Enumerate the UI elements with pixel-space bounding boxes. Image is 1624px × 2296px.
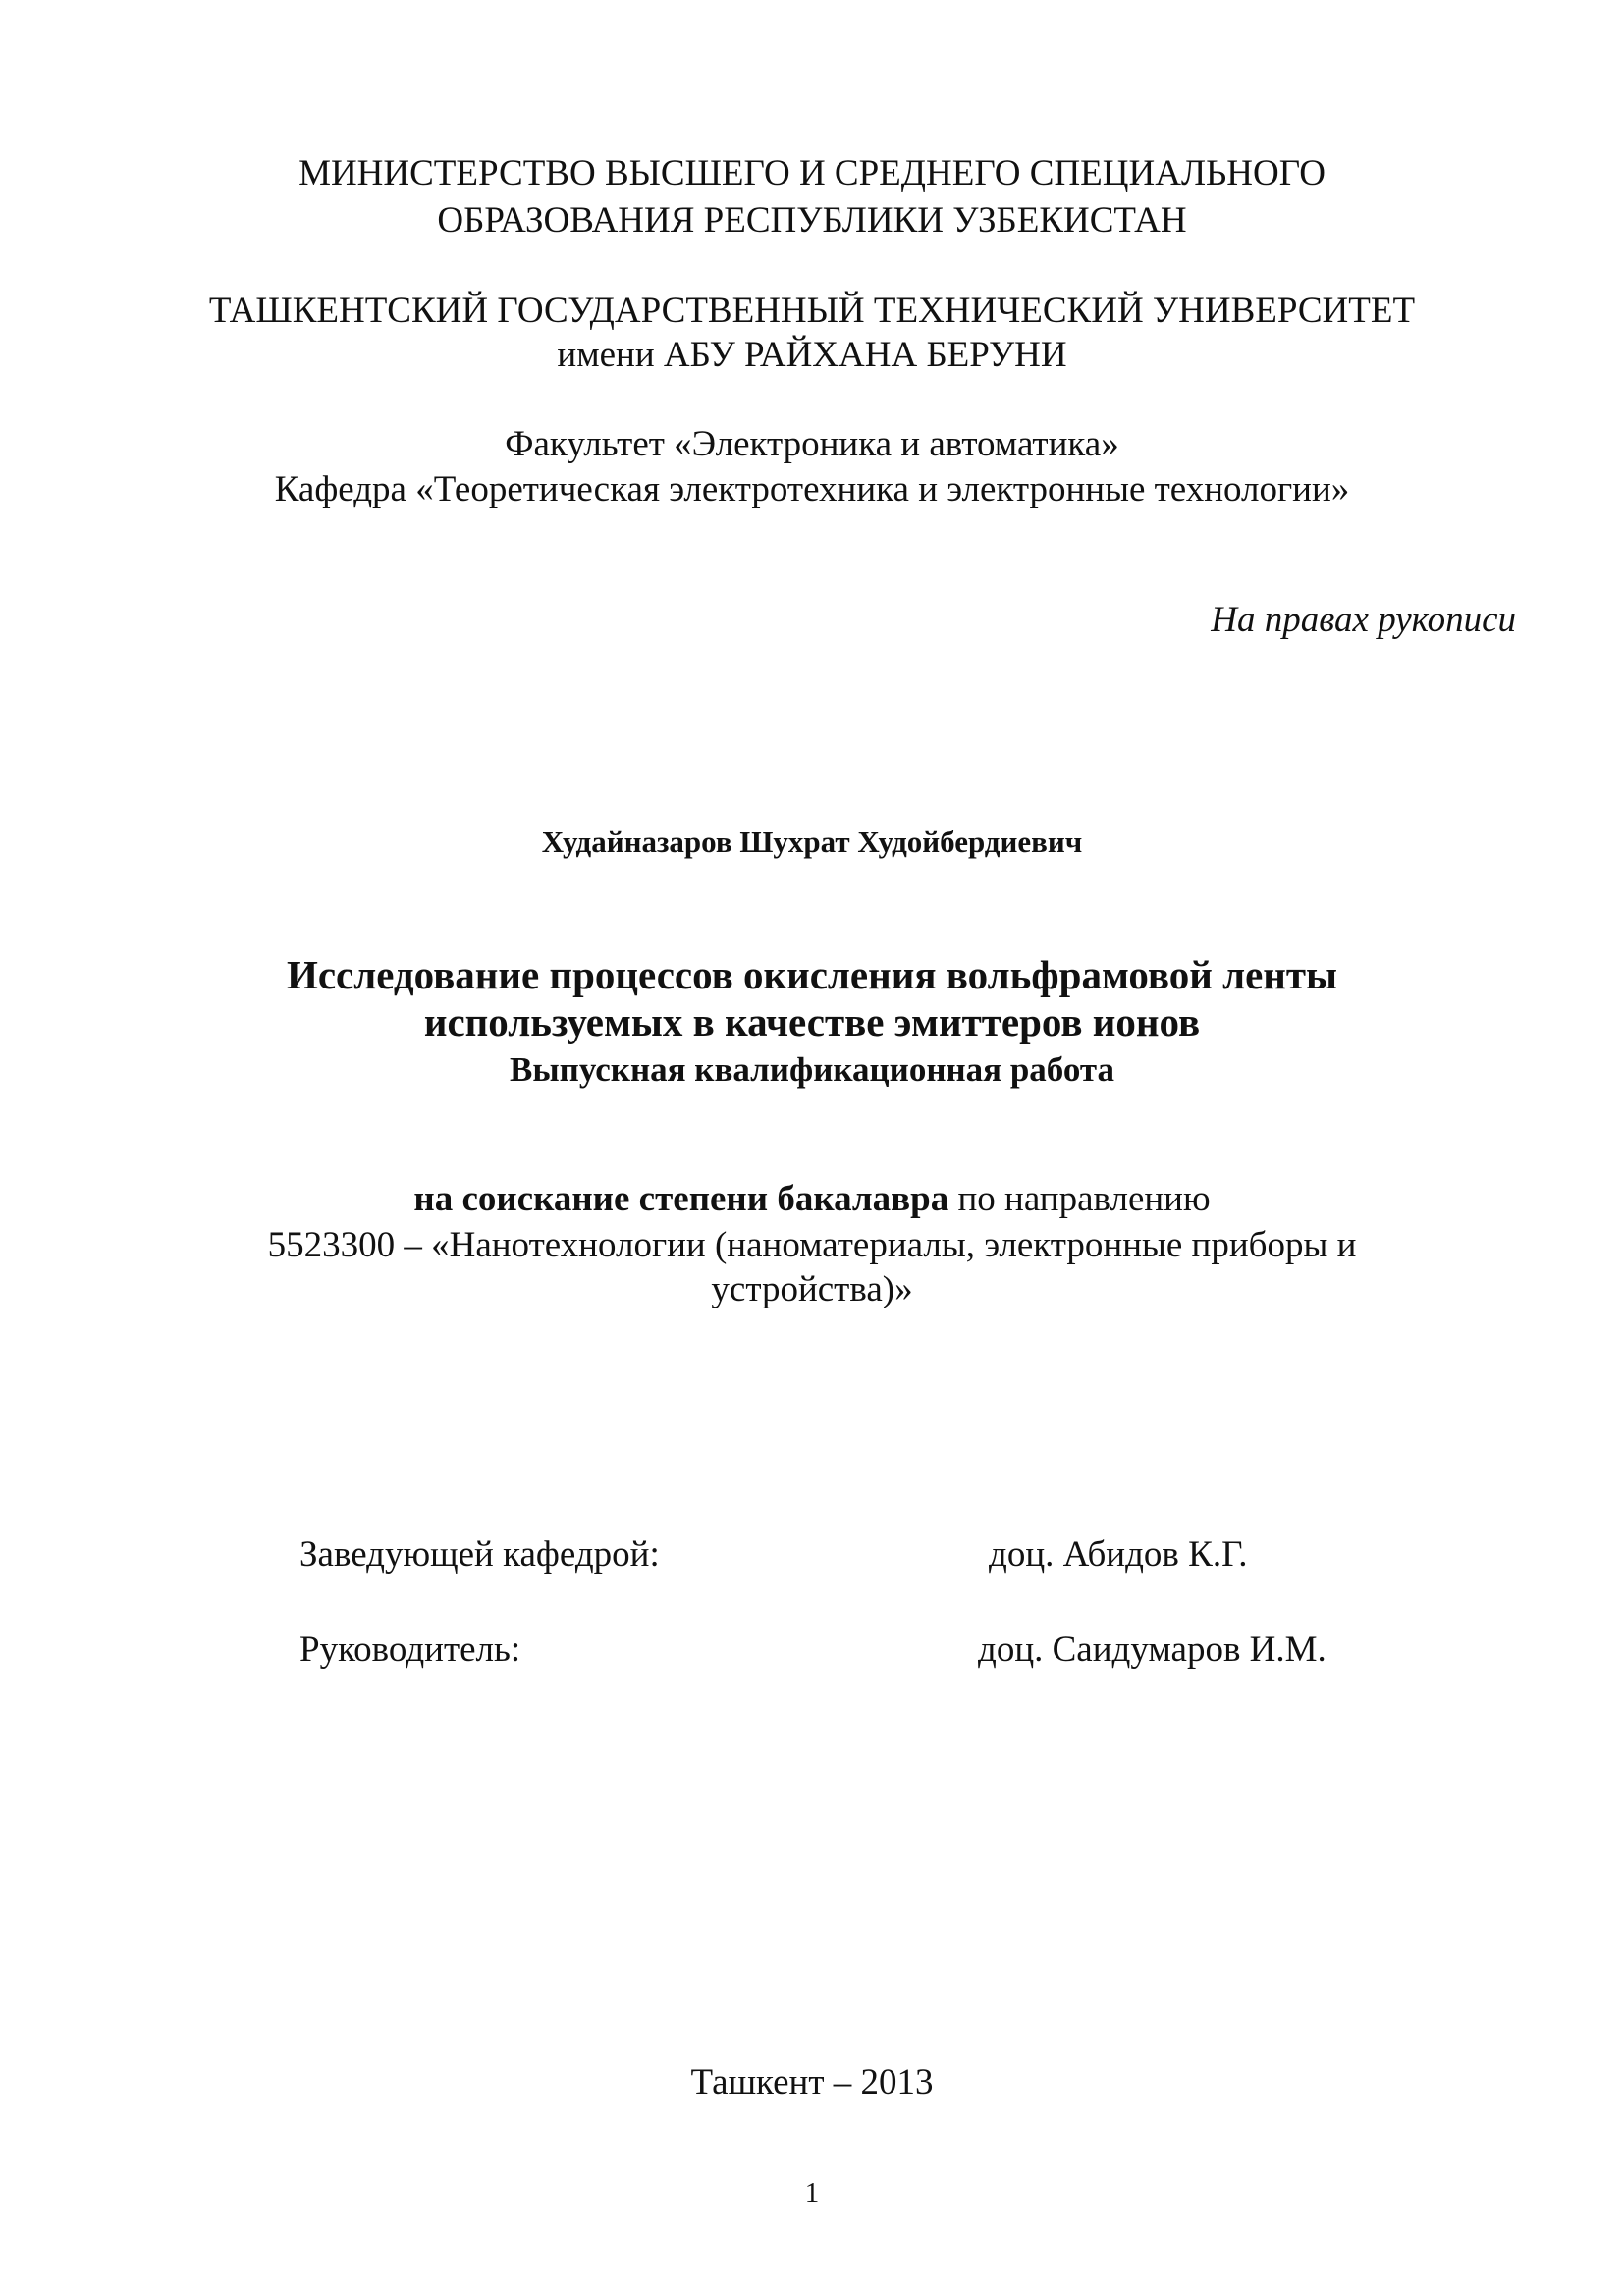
degree-regular-part: по направлению [948,1179,1211,1219]
city-year: Ташкент – 2013 [690,2062,934,2103]
degree-line-3: устройства)» [711,1269,913,1309]
thesis-title-line-1: Исследование процессов окисления вольфрамовой ленты [286,952,1338,997]
page-number: 1 [804,2177,820,2209]
manuscript-note: На правах рукописи [1211,600,1516,640]
ministry-line-1: МИНИСТЕРСТВО ВЫСШЕГО И СРЕДНЕГО СПЕЦИАЛЬНОГО [298,153,1326,193]
faculty: Факультет «Электроника и автоматика» [505,424,1119,464]
signature-name-supervisor: доц. Саидумаров И.М. [978,1629,1326,1670]
signature-role-head: Заведующей кафедрой: [299,1534,660,1575]
department: Кафедра «Теоретическая электротехника и электронные технологии» [274,469,1350,509]
degree-bold-part: на соискание степени бакалавра [413,1179,949,1219]
university-line-2: имени АБУ РАЙХАНА БЕРУНИ [557,335,1067,375]
university-line-1: ТАШКЕНТСКИЙ ГОСУДАРСТВЕННЫЙ ТЕХНИЧЕСКИЙ УНИВЕРСИТЕТ [208,291,1416,331]
degree-line-2: 5523300 – «Нанотехнологии (наноматериалы, электронные приборы и [267,1225,1357,1265]
thesis-subtitle: Выпускная квалификационная работа [509,1050,1115,1089]
degree-line-1 [0,1181,1624,1217]
ministry-line-2: ОБРАЗОВАНИЯ РЕСПУБЛИКИ УЗБЕКИСТАН [437,200,1187,240]
thesis-title-line-2: используемых в качестве эмиттеров ионов [423,999,1201,1044]
author-name: Худайназаров Шухрат Худойбердиевич [541,825,1083,859]
signature-name-head: доц. Абидов К.Г. [989,1534,1248,1575]
signature-role-supervisor: Руководитель: [299,1629,521,1670]
